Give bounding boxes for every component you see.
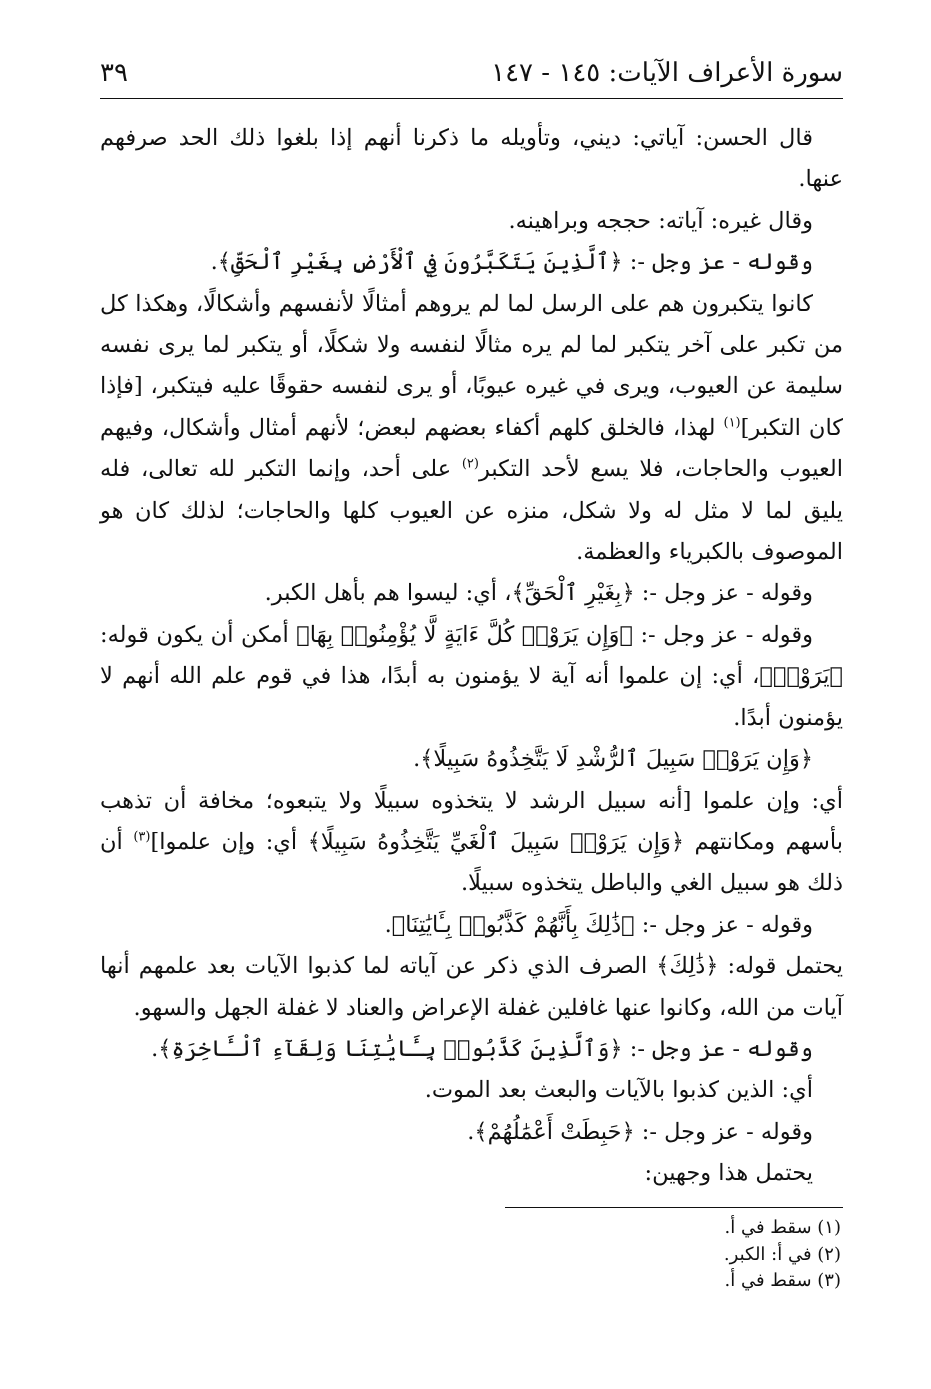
page-number: ٣٩ xyxy=(100,58,128,88)
paragraph-12: أي: الذين كذبوا بالآيات والبعث بعد الموت. xyxy=(424,1077,813,1104)
header-divider xyxy=(100,98,843,99)
running-header xyxy=(100,52,843,96)
paragraph-10: يحتمل قوله: ﴿ذَٰلِكَ﴾ الصرف الذي ذكر عن آياته لما كذبوا الآيات بعد علمهم أنها آيات من الله، وكانوا عنها غافلين غفلة الإعراض والعناد لا غفلة الجهل والسهو. xyxy=(100,953,843,1021)
running-header-title: سورة الأعراف الآيات: ١٤٥ - ١٤٧ xyxy=(491,58,843,88)
footnote-divider xyxy=(505,1207,843,1208)
paragraph-7: ﴿وَإِن يَرَوْا۟ سَبِيلَ ٱلرُّشْدِ لَا يَتَّخِذُوهُ سَبِيلًا﴾. xyxy=(413,746,813,773)
paragraph-2: وقال غيره: آياته: حججه وبراهينه. xyxy=(508,207,813,234)
footnote-3: (٣) سقط في أ. xyxy=(724,1270,841,1291)
paragraph-4 xyxy=(100,284,843,574)
paragraph-8 xyxy=(100,781,843,905)
paragraph-5: وقوله - عز وجل -: ﴿بِغَيْرِ ٱلْحَقِّ﴾، أي: ليسوا هم بأهل الكبر. xyxy=(264,580,813,607)
paragraph-11: وقوله - عز وجل -: ﴿وَٱلَّذِينَ كَذَّبُوا۟ بِـَٔايَٰتِنَا وَلِقَآءِ ٱلْـَٔاخِرَةِ﴾. xyxy=(151,1035,813,1062)
paragraph-3: وقوله - عز وجل -: ﴿ٱلَّذِينَ يَتَكَبَّرُونَ فِي ٱلْأَرْضِ بِغَيْرِ ٱلْحَقِّ﴾. xyxy=(210,249,813,276)
footnote-2: (٢) في أ: الكبر. xyxy=(723,1243,841,1265)
paragraph-8-part-b: أن ذلك هو سبيل الغي والباطل يتخذوه سبيلًا. xyxy=(100,828,843,897)
paragraph-6: وقوله - عز وجل -: ﴿وَإِن يَرَوْا۟ كُلَّ ءَايَةٍ لَّا يُؤْمِنُوا۟ بِهَا﴾ أمكن أن يكون قوله: ﴿يَرَوْا۟﴾، أي: إن علموا أنه آية لا يؤمنون به أبدًا، هذا في قوم علم الله أنهم لا يؤمنون أبدًا. xyxy=(100,621,843,731)
footnotes xyxy=(100,1215,841,1295)
main-text xyxy=(100,118,843,1195)
paragraph-4-part-a: كانوا يتكبرون هم على الرسل لما لم يروهم أمثالًا لأنفسهم وأشكالًا، وهكذا كل من تكبر على آخر يتكبر لما لم يره مثالًا لنفسه ولا شكلًا، أو يتكبر لما يرى نفسه سليمة عن العيوب، ويرى في غيره عيوبًا، أو يرى لنفسه حقوقًا عليه فيتكبر، [فإذا كان التكبر] xyxy=(100,290,844,441)
paragraph-9: وقوله - عز وجل -: ﴿ذَٰلِكَ بِأَنَّهُمْ كَذَّبُوا۟ بِـَٔايَٰتِنَا﴾. xyxy=(384,911,813,938)
paragraph-8-part-a: أي: وإن علموا [أنه سبيل الرشد لا يتخذوه سبيلًا ولا يتبعوه؛ مخافة أن تذهب بأسهم ومكانتهم ﴿وَإِن يَرَوْا۟ سَبِيلَ ٱلْغَيِّ يَتَّخِذُوهُ سَبِيلًا﴾ أي: وإن علموا] xyxy=(100,787,843,855)
paragraph-13: وقوله - عز وجل -: ﴿حَبِطَتْ أَعْمَٰلُهُمْ﴾. xyxy=(467,1118,813,1145)
paragraph-14: يحتمل هذا وجهين: xyxy=(644,1160,813,1187)
paragraph-4-part-c: على أحد، وإنما التكبر لله تعالى، فله يليق لما لا مثل له ولا شكل، منزه عن العيوب كلها والحاجات؛ لذلك كان هو الموصوف بالكبرياء والعظمة. xyxy=(100,456,843,566)
paragraph-1: قال الحسن: آياتي: ديني، وتأويله ما ذكرنا أنهم إذا بلغوا ذلك الحد صرفهم عنها. xyxy=(100,125,843,193)
footnote-ref-3: (٣) xyxy=(133,829,151,845)
paragraph-4-part-b: لهذا، فالخلق كلهم أكفاء بعضهم لبعض؛ لأنهم أمثال وأشكال، وفيهم العيوب والحاجات، فلا يسع لأحد التكبر xyxy=(100,414,843,483)
footnote-ref-2: (٢) xyxy=(461,456,479,472)
footnote-ref-1: (١) xyxy=(723,415,741,431)
footnote-1: (١) سقط في أ. xyxy=(724,1217,841,1238)
